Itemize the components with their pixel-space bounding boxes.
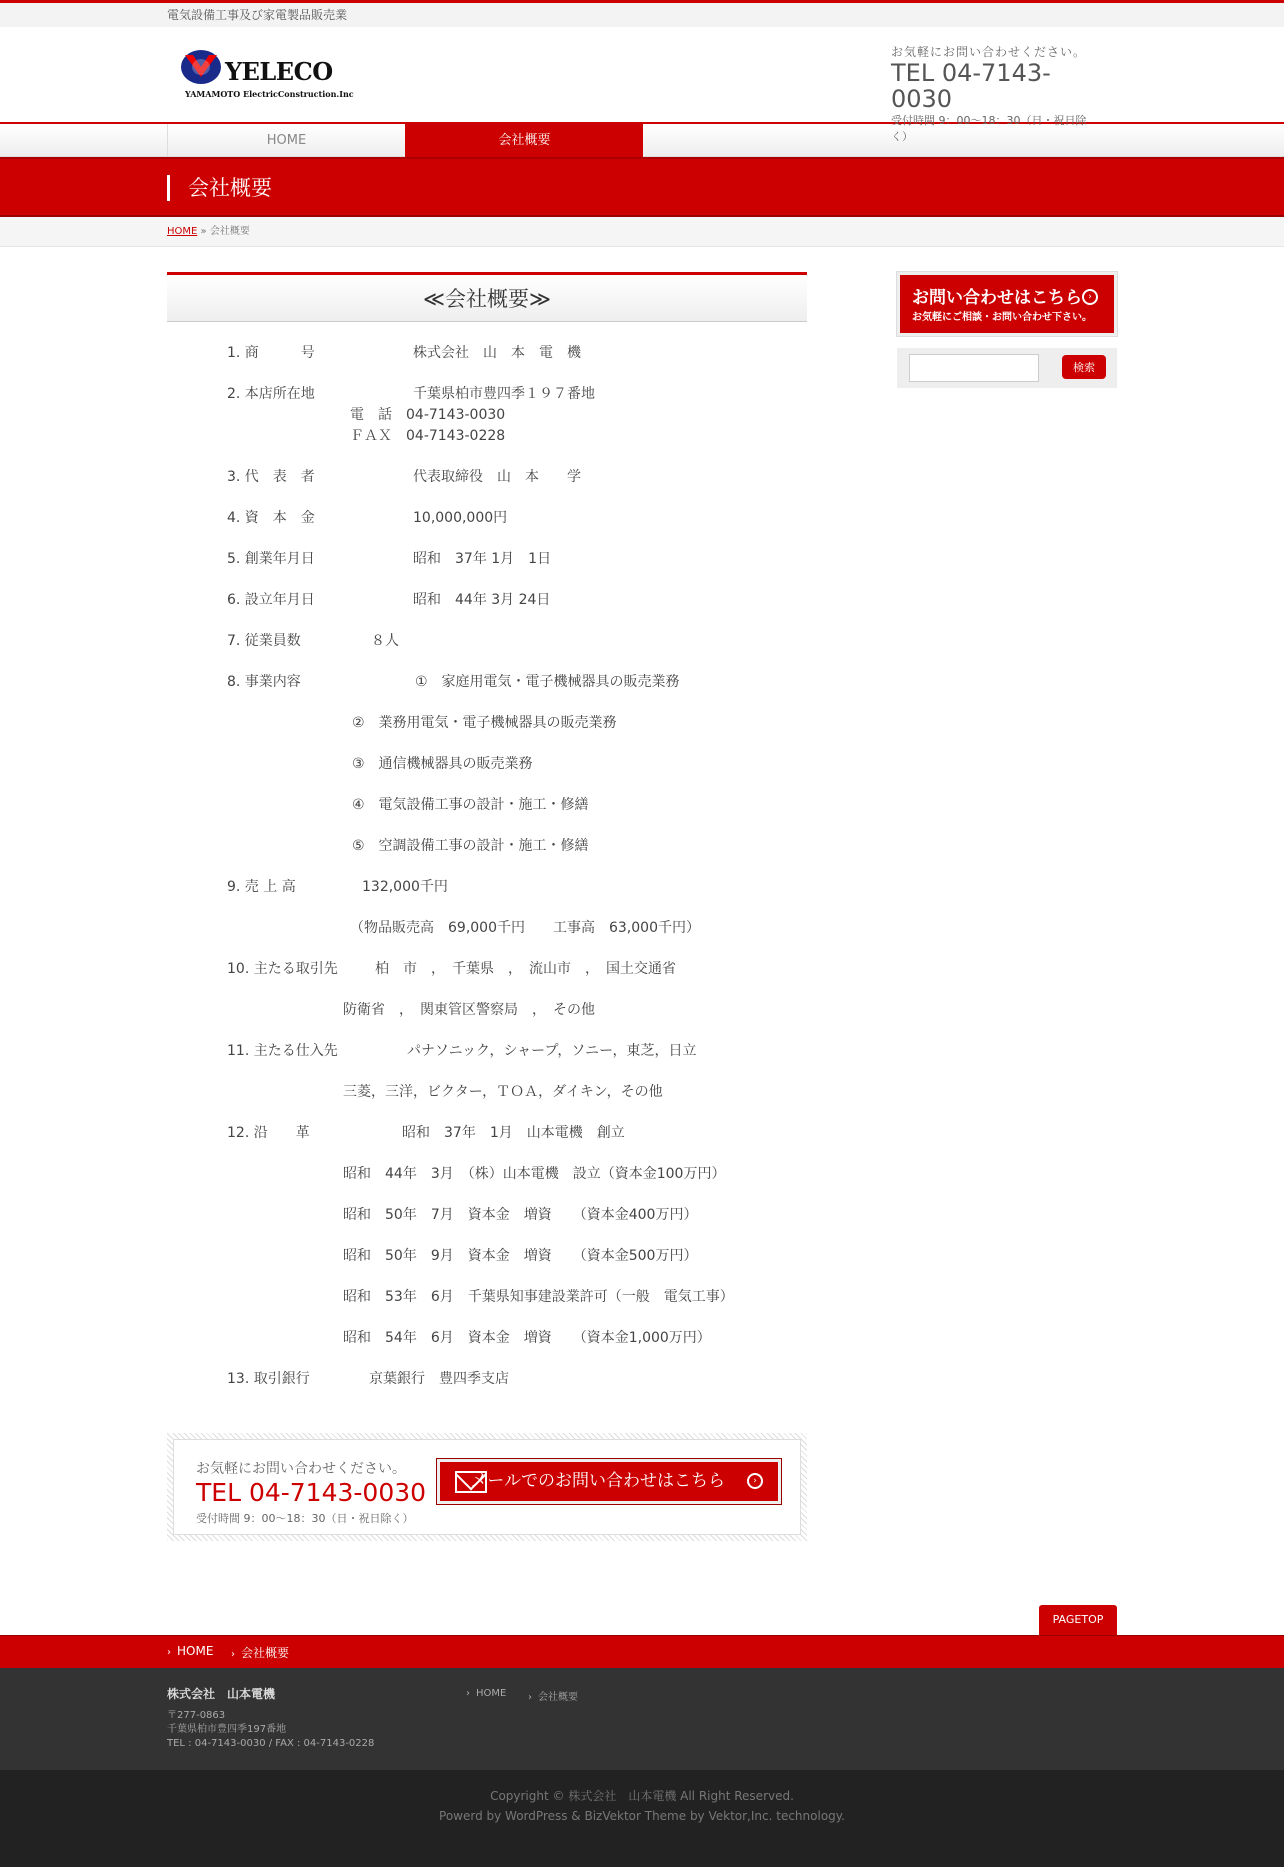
profile-value: 昭和 53年 6月 千葉県知事建設業許可（一般 電気工事） bbox=[343, 1289, 734, 1305]
profile-value: 昭和 50年 9月 資本金 増資 （資本金500万円） bbox=[343, 1248, 698, 1264]
profile-label: 3. 代 表 者 bbox=[227, 469, 315, 485]
profile-value: 昭和 50年 7月 資本金 増資 （資本金400万円） bbox=[343, 1207, 698, 1223]
contact-box-tel: TEL 04-7143-0030 bbox=[196, 1478, 427, 1507]
profile-value: 株式会社 山 本 電 機 bbox=[413, 345, 581, 361]
search-widget bbox=[897, 348, 1117, 388]
footer-postal: 〒277-0863 bbox=[167, 1710, 226, 1721]
profile-label: 7. 従業員数 bbox=[227, 633, 301, 649]
header-hours: 受付時間 9：00〜18：30（日・祝日除く） bbox=[891, 114, 1087, 143]
logo-subtext: YAMAMOTO ElectricConstruction.Inc bbox=[185, 89, 354, 99]
profile-value: 10,000,000円 bbox=[413, 510, 508, 526]
logo-text: YELECO bbox=[225, 57, 333, 86]
sidebar bbox=[897, 272, 1117, 388]
circle-arrow-icon: › bbox=[1082, 289, 1098, 305]
site-footer bbox=[0, 1668, 1284, 1770]
envelope-icon bbox=[455, 1471, 487, 1493]
mail-contact-button[interactable] bbox=[436, 1458, 782, 1505]
contact-box-hours: 受付時間 9：00〜18：30（日・祝日除く） bbox=[196, 1512, 414, 1525]
profile-value: 昭和 44年 3月 （株）山本電機 設立（資本金100万円） bbox=[343, 1166, 726, 1182]
profile-label: 4. 資 本 金 bbox=[227, 510, 315, 526]
profile-value: 三菱，三洋，ビクター，ＴＯＡ，ダイキン，その他 bbox=[343, 1084, 663, 1100]
profile-value: ８人 bbox=[371, 633, 399, 649]
content-title: ≪会社概要≫ bbox=[167, 272, 807, 322]
profile-value: 電 話 04-7143-0030 bbox=[350, 407, 506, 423]
site-tagline: 電気設備工事及び家電製品販売業 bbox=[167, 8, 348, 22]
header-contact-message: お気軽にお問い合わせください。 bbox=[891, 45, 1087, 59]
footer-nav-about[interactable]: › 会社概要 bbox=[231, 1644, 289, 1661]
nav-item-about[interactable]: 会社概要 bbox=[405, 124, 643, 157]
breadcrumb-current: 会社概要 bbox=[209, 226, 250, 237]
site-logo[interactable] bbox=[175, 47, 354, 99]
breadcrumb-separator: » bbox=[200, 226, 207, 237]
page-title: 会社概要 bbox=[167, 175, 272, 201]
profile-value: 代表取締役 山 本 学 bbox=[413, 469, 581, 485]
contact-box bbox=[167, 1433, 807, 1541]
profile-value: 昭和 54年 6月 資本金 増資 （資本金1,000万円） bbox=[343, 1330, 711, 1346]
profile-label: 13. 取引銀行 bbox=[227, 1371, 310, 1387]
profile-label: 12. 沿 革 bbox=[227, 1125, 310, 1141]
profile-value: ⑤ 空調設備工事の設計・施工・修繕 bbox=[352, 838, 589, 854]
sidebar-banner-title: お問い合わせはこちら bbox=[912, 288, 1082, 308]
profile-value: ③ 通信機械器具の販売業務 bbox=[352, 756, 533, 772]
profile-value: 132,000千円 bbox=[362, 879, 448, 895]
pagetop-button[interactable]: PAGETOP bbox=[1039, 1605, 1117, 1635]
search-input[interactable] bbox=[909, 354, 1039, 382]
circle-arrow-icon: › bbox=[747, 1473, 763, 1489]
profile-value: 京葉銀行 豊四季支店 bbox=[369, 1371, 509, 1387]
topbar bbox=[0, 3, 1284, 27]
profile-label: 10. 主たる取引先 bbox=[227, 961, 338, 977]
mail-contact-button-label: メールでのお問い合わせはこちら bbox=[470, 1471, 725, 1491]
header-tel: TEL 04-7143-0030 bbox=[891, 59, 1051, 113]
page-title-bar bbox=[0, 157, 1284, 217]
contact-box-message: お気軽にお問い合わせください。 bbox=[196, 1461, 406, 1477]
breadcrumb bbox=[0, 217, 1284, 247]
footer-nav-home[interactable]: › HOME bbox=[167, 1644, 213, 1658]
profile-value: ① 家庭用電気・電子機械器具の販売業務 bbox=[415, 674, 680, 690]
search-button[interactable]: 検索 bbox=[1062, 355, 1106, 379]
copyright-text: Copyright © 株式会社 山本電機 All Right Reserved. bbox=[490, 1789, 794, 1803]
copyright-bar bbox=[0, 1770, 1284, 1867]
profile-value: 昭和 37年 1月 山本電機 創立 bbox=[402, 1125, 625, 1141]
profile-label: 1. 商 号 bbox=[227, 345, 315, 361]
profile-value: パナソニック，シャープ，ソニー，東芝，日立 bbox=[407, 1043, 697, 1059]
sidebar-banner-subtitle: お気軽にご相談・お問い合わせ下さい。 bbox=[912, 312, 1092, 323]
profile-value: 千葉県柏市豊四季１９７番地 bbox=[413, 386, 595, 402]
profile-label: 11. 主たる仕入先 bbox=[227, 1043, 338, 1059]
powered-by-text: Powerd by WordPress & BizVektor Theme by Vektor,Inc. technology. bbox=[439, 1809, 845, 1823]
nav-item-home[interactable]: HOME bbox=[167, 124, 405, 157]
footer-street-address: 千葉県柏市豊四季197番地 bbox=[167, 1724, 287, 1735]
footer-telfax: TEL : 04-7143-0030 / FAX : 04-7143-0228 bbox=[167, 1738, 375, 1749]
footer-address bbox=[167, 1709, 374, 1751]
profile-value: 昭和 37年 1月 1日 bbox=[413, 551, 552, 567]
profile-label: 2. 本店所在地 bbox=[227, 386, 315, 402]
profile-value: 防衛省 ， 関東管区警察局 ， その他 bbox=[343, 1002, 595, 1018]
footer-nav bbox=[0, 1635, 1284, 1668]
profile-value: ④ 電気設備工事の設計・施工・修繕 bbox=[352, 797, 589, 813]
profile-label: 8. 事業内容 bbox=[227, 674, 301, 690]
profile-label: 9. 売 上 高 bbox=[227, 879, 296, 895]
profile-label: 6. 設立年月日 bbox=[227, 592, 315, 608]
profile-value: ＦＡＸ 04-7143-0228 bbox=[350, 428, 506, 444]
footer-company-name: 株式会社 山本電機 bbox=[167, 1687, 276, 1701]
profile-value: 昭和 44年 3月 24日 bbox=[413, 592, 551, 608]
profile-value: 柏 市 ， 千葉県 ， 流山市 ， 国土交通省 bbox=[375, 961, 676, 977]
global-nav bbox=[0, 122, 1284, 157]
company-profile bbox=[167, 322, 807, 1422]
profile-value: （物品販売高 69,000千円 工事高 63,000千円） bbox=[350, 920, 700, 936]
logo-mark-icon bbox=[179, 47, 223, 87]
breadcrumb-home-link[interactable]: HOME bbox=[167, 226, 198, 237]
profile-value: ② 業務用電気・電子機械器具の販売業務 bbox=[352, 715, 617, 731]
main-content bbox=[167, 272, 807, 1422]
footer-link-home[interactable]: › HOME bbox=[466, 1688, 506, 1699]
footer-link-about[interactable]: › 会社概要 bbox=[528, 1688, 578, 1703]
profile-label: 5. 創業年月日 bbox=[227, 551, 315, 567]
sidebar-contact-banner[interactable] bbox=[897, 272, 1117, 336]
